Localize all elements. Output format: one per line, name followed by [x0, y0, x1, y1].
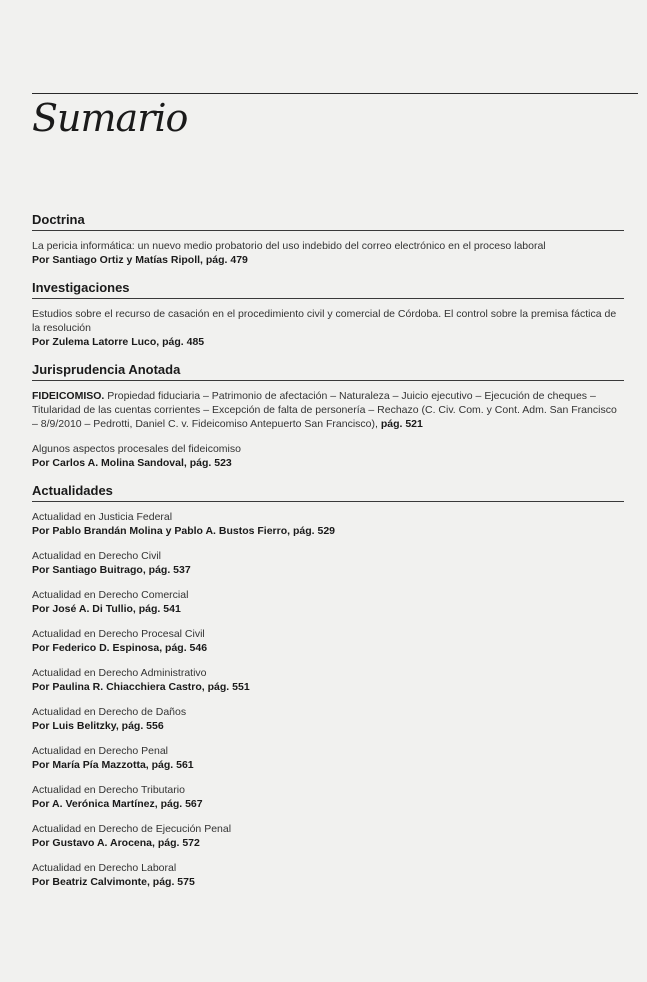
toc-entry: [32, 307, 624, 349]
entry-author: Por María Pía Mazzotta, pág. 561: [32, 759, 194, 771]
toc-entry: [32, 783, 624, 811]
toc-entry: [32, 239, 624, 267]
table-of-contents: [32, 210, 624, 900]
entry-title: Actualidad en Justicia Federal: [32, 511, 173, 523]
toc-entry: [32, 705, 624, 733]
entry-lead: FIDEICOMISO.: [32, 390, 105, 402]
entry-title: Actualidad en Derecho de Daños: [32, 706, 187, 718]
page-title: Sumario: [32, 96, 188, 140]
toc-entry: [32, 549, 624, 577]
section-jurisprudencia-anotada: [32, 360, 624, 470]
toc-entry: [32, 510, 624, 538]
entry-title: Algunos aspectos procesales del fideicomiso: [32, 443, 241, 455]
entry-author: Por Paulina R. Chiacchiera Castro, pág. 551: [32, 681, 250, 693]
entry-title: Estudios sobre el recurso de casación en el procedimiento civil y comercial de Córdoba. El control sobre la premisa fáctica de la resolución: [32, 308, 617, 334]
toc-entry: [32, 588, 624, 616]
entry-title: Actualidad en Derecho de Ejecución Penal: [32, 823, 232, 835]
entry-title: Actualidad en Derecho Penal: [32, 745, 169, 757]
entry-title: Actualidad en Derecho Administrativo: [32, 667, 207, 679]
toc-entry: [32, 666, 624, 694]
section-investigaciones: [32, 278, 624, 349]
section-heading: Jurisprudencia Anotada: [32, 360, 624, 381]
entry-author: Por Zulema Latorre Luco, pág. 485: [32, 336, 205, 348]
section-heading: Doctrina: [32, 210, 624, 231]
section-heading: Investigaciones: [32, 278, 624, 299]
entry-author: Por Beatriz Calvimonte, pág. 575: [32, 876, 195, 888]
entry-title: Actualidad en Derecho Civil: [32, 550, 161, 562]
entry-author: Por Pablo Brandán Molina y Pablo A. Bustos Fierro, pág. 529: [32, 525, 336, 537]
entry-author: Por Santiago Buitrago, pág. 537: [32, 564, 191, 576]
entry-title: Actualidad en Derecho Tributario: [32, 784, 185, 796]
entry-title: Actualidad en Derecho Comercial: [32, 589, 189, 601]
toc-entry: [32, 861, 624, 889]
toc-entry: [32, 389, 624, 431]
entry-author: Por José A. Di Tullio, pág. 541: [32, 603, 181, 615]
toc-entry: [32, 744, 624, 772]
entry-page: pág. 521: [380, 418, 423, 430]
entry-author: Por Federico D. Espinosa, pág. 546: [32, 642, 208, 654]
entry-title: La pericia informática: un nuevo medio probatorio del uso indebido del correo electrónico en el proceso laboral: [32, 240, 546, 252]
entry-author: Por A. Verónica Martínez, pág. 567: [32, 798, 203, 810]
entry-title: FIDEICOMISO. Propiedad fiduciaria – Patrimonio de afectación – Naturaleza – Juicio ejecutivo – Ejecución de cheques – Titularidad de las cuentas corrientes – Excepción de falta de personería – Rechazo (C. Civ. Com. y Cont. Adm. San Francisco – 8/9/2010 – Pedrotti, Daniel C. v. Fideicomiso Antepuerto San Francisco), pág. 521: [32, 390, 617, 430]
section-actualidades: [32, 481, 624, 889]
entry-title: Actualidad en Derecho Laboral: [32, 862, 177, 874]
entry-author: Por Carlos A. Molina Sandoval, pág. 523: [32, 457, 232, 469]
header-rule: [32, 93, 638, 94]
entry-author: Por Gustavo A. Arocena, pág. 572: [32, 837, 200, 849]
toc-entry: [32, 442, 624, 470]
toc-entry: [32, 822, 624, 850]
toc-entry: [32, 627, 624, 655]
entry-title: Actualidad en Derecho Procesal Civil: [32, 628, 205, 640]
section-heading: Actualidades: [32, 481, 624, 502]
section-doctrina: [32, 210, 624, 267]
entry-author: Por Santiago Ortiz y Matías Ripoll, pág. 479: [32, 254, 248, 266]
entry-author: Por Luis Belitzky, pág. 556: [32, 720, 164, 732]
